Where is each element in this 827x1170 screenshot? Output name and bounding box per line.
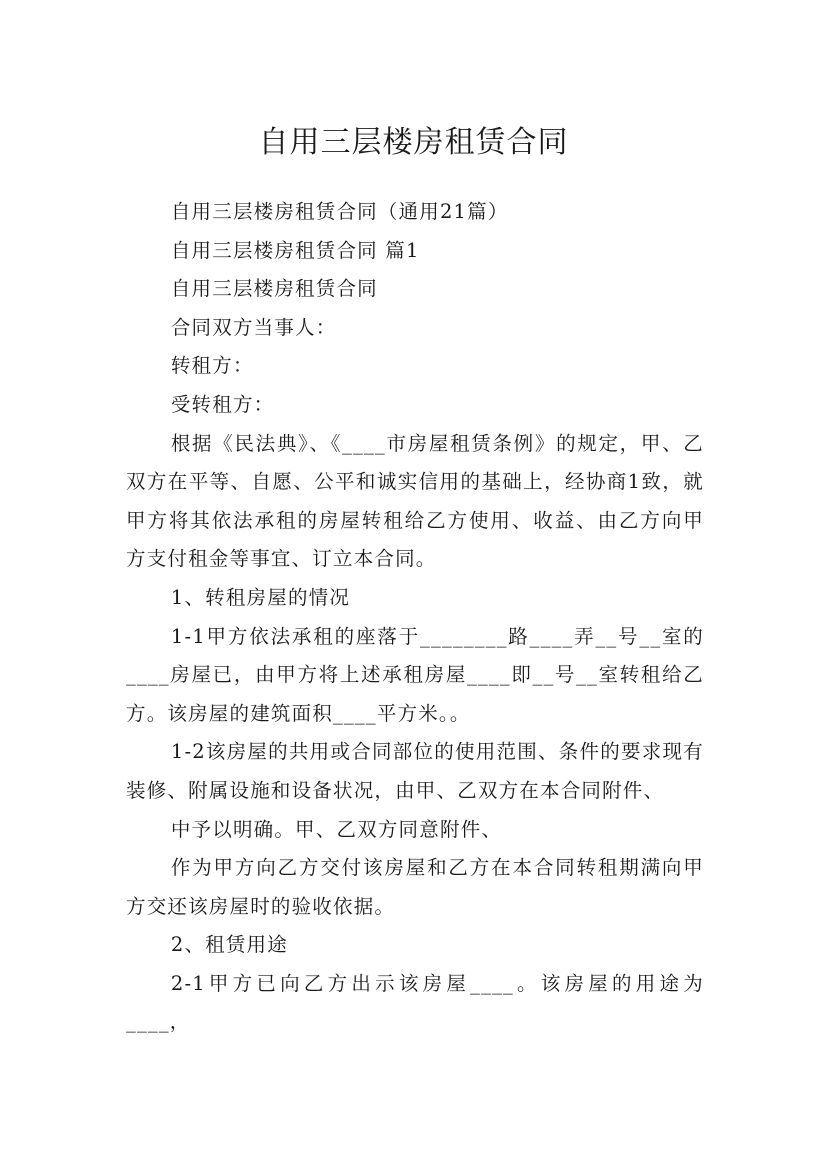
paragraph-clause-1-1: 1-1甲方依法承租的座落于________路____弄__号__室的____房屋已，由甲方将上述承租房屋____即__号__室转租给乙方。该房屋的建筑面积____平方米。。 (126, 624, 704, 725)
paragraph-clause-2-1: 2-1甲方已向乙方出示该房屋____。该房屋的用途为____， (126, 971, 704, 1034)
paragraph-sublessor-label: 转租方： (170, 354, 254, 378)
paragraph-clause-1-2-basis: 作为甲方向乙方交付该房屋和乙方在本合同转租期满向甲方交还该房屋时的验收依据。 (126, 856, 704, 918)
paragraph-clause-1-heading: 1、转租房屋的情况 (170, 585, 351, 609)
document-body (126, 193, 704, 1042)
paragraph-parties-label: 合同双方当事人： (170, 315, 337, 339)
paragraph-subtitle: 自用三层楼房租赁合同（通用21篇） (170, 200, 509, 223)
paragraph-contract-name: 自用三层楼房租赁合同 (170, 277, 378, 301)
paragraph-clause-1-2: 1-2该房屋的共用或合同部位的使用范围、条件的要求现有装修、附属设施和设备状况，由甲、乙双方在本合同附件、 (126, 740, 704, 802)
document-title: 自用三层楼房租赁合同 (258, 125, 569, 161)
paragraph-sublessee-label: 受转租方： (170, 392, 275, 416)
paragraph-section-heading: 自用三层楼房租赁合同 篇1 (170, 238, 420, 262)
paragraph-preamble: 根据《民法典》、《____市房屋租赁条例》的规定，甲、乙双方在平等、自愿、公平和诚实信用的基础上，经协商1致，就甲方将其依法承租的房屋转租给乙方使用、收益、由乙方向甲方支付租金等事宜、订立本合同。 (126, 431, 704, 571)
paragraph-clause-1-2-cont: 中予以明确。甲、乙双方同意附件、 (170, 817, 503, 841)
paragraph-clause-2-heading: 2、租赁用途 (170, 933, 288, 957)
